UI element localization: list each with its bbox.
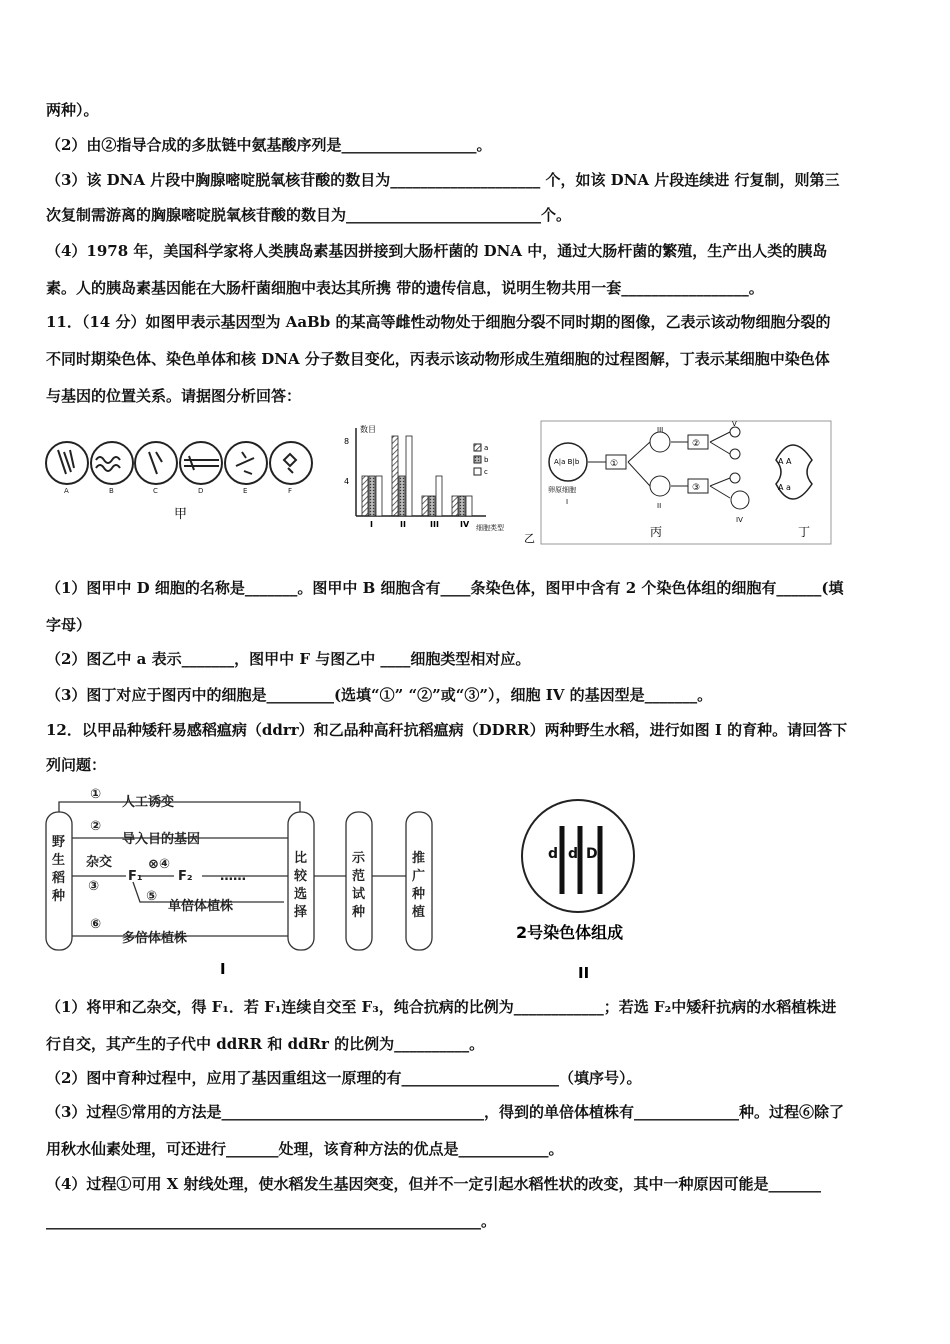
q12-sub-2: （2）图中育种过程中，应用了基因重组这一原理的有_____________________（填序号）。 — [46, 1069, 642, 1087]
text-line-4: 次复制需游离的胸腺嘧啶脱氧核苷酸的数目为__________________________个。 — [46, 206, 572, 224]
path-1-num: ① — [90, 787, 102, 802]
legend-label-c: c — [484, 468, 488, 476]
legend-swatch-c — [474, 468, 481, 475]
cross-f2: F₂ — [178, 869, 193, 884]
bing-label-ii: II — [657, 502, 662, 510]
bing-step-3: ③ — [692, 483, 701, 493]
bar-b-III — [429, 496, 435, 516]
stage1-char-3: 选 — [294, 887, 308, 902]
path-2-text: 导入目的基因 — [122, 832, 201, 847]
stage3-char-1: 推 — [412, 851, 426, 866]
text-line-6: 素。人的胰岛素基因能在大肠杆菌细胞中表达其所携 带的遗传信息，说明生物共用一套_________________。 — [46, 279, 764, 297]
text-line-2: （2）由②指导合成的多肽链中氨基酸序列是__________________。 — [46, 136, 492, 154]
figure-chromosome — [510, 796, 670, 986]
x-tick-IV: IV — [460, 520, 470, 529]
stage3-char-3: 种 — [412, 887, 426, 902]
bar-a-III — [422, 496, 428, 516]
question-11-line-1: 11．（14 分）如图甲表示基因型为 AaBb 的某高等雌性动物处于细胞分裂不同时期的图像，乙表示该动物细胞分裂的 — [46, 313, 831, 331]
bing-label-v: V — [732, 420, 737, 428]
x-tick-II: II — [400, 520, 406, 529]
bing-cell-genes: A|a B|b — [554, 458, 580, 466]
legend-swatch-b — [474, 456, 481, 463]
source-char-1: 野 — [52, 835, 66, 850]
source-char-3: 稻 — [52, 871, 66, 886]
q11-sub-1-line-1: （1）图甲中 D 细胞的名称是_______。图甲中 B 细胞含有____条染色体，图甲中含有 2 个染色体组的细胞有______(填 — [46, 579, 844, 597]
q12-sub-1-line-1: （1）将甲和乙杂交，得 F₁．若 F₁连续自交至 F₃，纯合抗病的比例为____________；若选 F₂中矮秆抗病的水稻植株进 — [46, 998, 837, 1016]
x-tick-III: III — [430, 520, 439, 529]
legend-swatch-a — [474, 444, 481, 451]
question-11-line-2: 不同时期染色体、染色单体和核 DNA 分子数目变化，丙表示该动物形成生殖细胞的过程图解，丁表示某细胞中染色体 — [46, 350, 830, 368]
allele-3: D — [586, 846, 598, 862]
figure-bing-ding — [540, 420, 832, 545]
stage2-char-3: 试 — [352, 887, 366, 902]
bar-c-III — [436, 476, 442, 516]
stage3-char-4: 植 — [412, 905, 426, 920]
haploid-text: 单倍体植株 — [168, 899, 234, 914]
text-line-3: （3）该 DNA 片段中胸腺嘧啶脱氧核苷酸的数目为____________________ 个，如该 DNA 片段连续进 行复制，则第三 — [46, 171, 840, 189]
y-tick-8: 8 — [344, 437, 350, 446]
x-axis-label: 细胞类型 — [476, 524, 504, 532]
stage3-char-2: 广 — [412, 869, 426, 884]
ding-genes-top: A A — [778, 457, 792, 466]
q12-sub-3-line-1: （3）过程⑤常用的方法是___________________________________，得到的单倍体植株有______________种。过程⑥除了 — [46, 1103, 844, 1121]
stage1-char-1: 比 — [294, 851, 308, 866]
figure-jia — [44, 438, 314, 528]
q11-sub-2: （2）图乙中 a 表示_______，图甲中 F 与图乙中 ____细胞类型相对应。 — [46, 650, 531, 668]
bing-label-iv: IV — [736, 516, 743, 524]
text-line-5: （4）1978 年，美国科学家将人类胰岛素基因拼接到大肠杆菌的 DNA 中，通过大肠杆菌的繁殖，生产出人类的胰岛 — [46, 242, 828, 260]
cell-label-d: D — [198, 487, 204, 495]
path-3-label: 杂交 — [86, 855, 113, 870]
cell-label-c: C — [153, 487, 158, 495]
bar-b-IV — [459, 496, 465, 516]
x-tick-I: I — [370, 520, 373, 529]
question-12-line-2: 列问题： — [46, 756, 107, 774]
bar-c-IV — [466, 496, 472, 516]
figure-bing-caption: 丙 — [650, 525, 663, 539]
bing-step-1: ① — [610, 459, 619, 469]
stage2-char-1: 示 — [352, 851, 366, 866]
path-6-text: 多倍体植株 — [122, 931, 188, 946]
cross-dots: …… — [220, 869, 246, 884]
figure-ding-caption: 丁 — [798, 525, 811, 539]
bar-a-II — [392, 436, 398, 516]
legend-label-b: b — [484, 456, 489, 464]
q12-sub-1-line-2: 行自交，其产生的子代中 ddRR 和 ddRr 的比例为__________。 — [46, 1035, 485, 1053]
figure-i-caption: I — [220, 960, 226, 978]
cell-label-b: B — [109, 487, 114, 495]
figure-yi-caption: 乙 — [524, 532, 535, 545]
stage1-char-2: 较 — [294, 869, 308, 884]
bing-step-2: ② — [692, 439, 701, 449]
y-tick-4: 4 — [344, 477, 350, 486]
stage2-char-2: 范 — [352, 869, 366, 884]
q11-sub-1-line-2: 字母） — [46, 616, 92, 634]
bar-a-IV — [452, 496, 458, 516]
cell-label-e: E — [243, 487, 248, 495]
allele-2: d — [568, 846, 579, 862]
figure-breeding-flow — [42, 784, 442, 979]
chart-title: 数目 — [360, 425, 376, 434]
stage2-char-4: 种 — [352, 905, 366, 920]
chromosome-label: 2号染色体组成 — [516, 923, 624, 942]
source-char-4: 种 — [52, 889, 66, 904]
bar-b-II — [399, 476, 405, 516]
path-6-num: ⑥ — [90, 917, 102, 932]
figure-ii-caption: II — [578, 964, 590, 982]
cross-num5: ⑤ — [146, 889, 158, 904]
bing-cell-name: 卵原细胞 — [548, 486, 576, 494]
stage1-char-4: 择 — [294, 905, 308, 920]
cross-f1: F₁ — [128, 869, 143, 884]
text-line-1: 两种）。 — [46, 101, 99, 119]
path-1-text: 人工诱变 — [122, 795, 175, 810]
q12-sub-4-line-2: __________________________________________________________。 — [46, 1212, 497, 1230]
source-char-2: 生 — [52, 853, 66, 868]
bar-a-I — [362, 476, 368, 516]
bar-c-I — [376, 476, 382, 516]
ding-genes-bottom: A a — [778, 483, 791, 492]
question-11-line-3: 与基因的位置关系。请据图分析回答： — [46, 387, 302, 405]
cross-self: ⊗④ — [148, 857, 170, 872]
bing-cell-num: I — [566, 498, 569, 506]
cell-label-a: A — [64, 487, 69, 495]
bar-b-I — [369, 476, 375, 516]
legend-label-a: a — [484, 444, 489, 452]
path-3-num: ③ — [88, 879, 100, 894]
bar-c-II — [406, 436, 412, 516]
question-12-line-1: 12．以甲品种矮秆易感稻瘟病（ddrr）和乙品种高秆抗稻瘟病（DDRR）两种野生水稻，进行如图 I 的育种。请回答下 — [46, 721, 848, 739]
q12-sub-3-line-2: 用秋水仙素处理，可还进行_______处理，该育种方法的优点是____________。 — [46, 1140, 564, 1158]
figure-jia-caption: 甲 — [174, 507, 188, 522]
allele-1: d — [548, 846, 559, 862]
cell-label-f: F — [288, 487, 293, 495]
q12-sub-4-line-1: （4）过程①可用 X 射线处理，使水稻发生基因突变，但并不一定引起水稻性状的改变，其中一种原因可能是_______ — [46, 1175, 822, 1193]
q11-sub-3: （3）图丁对应于图丙中的细胞是_________(选填“①” “②”或“③”），细胞 IV 的基因型是_______。 — [46, 686, 713, 704]
bing-label-iii: III — [657, 426, 664, 434]
path-2-num: ② — [90, 819, 102, 834]
figure-yi-chart — [336, 420, 536, 545]
